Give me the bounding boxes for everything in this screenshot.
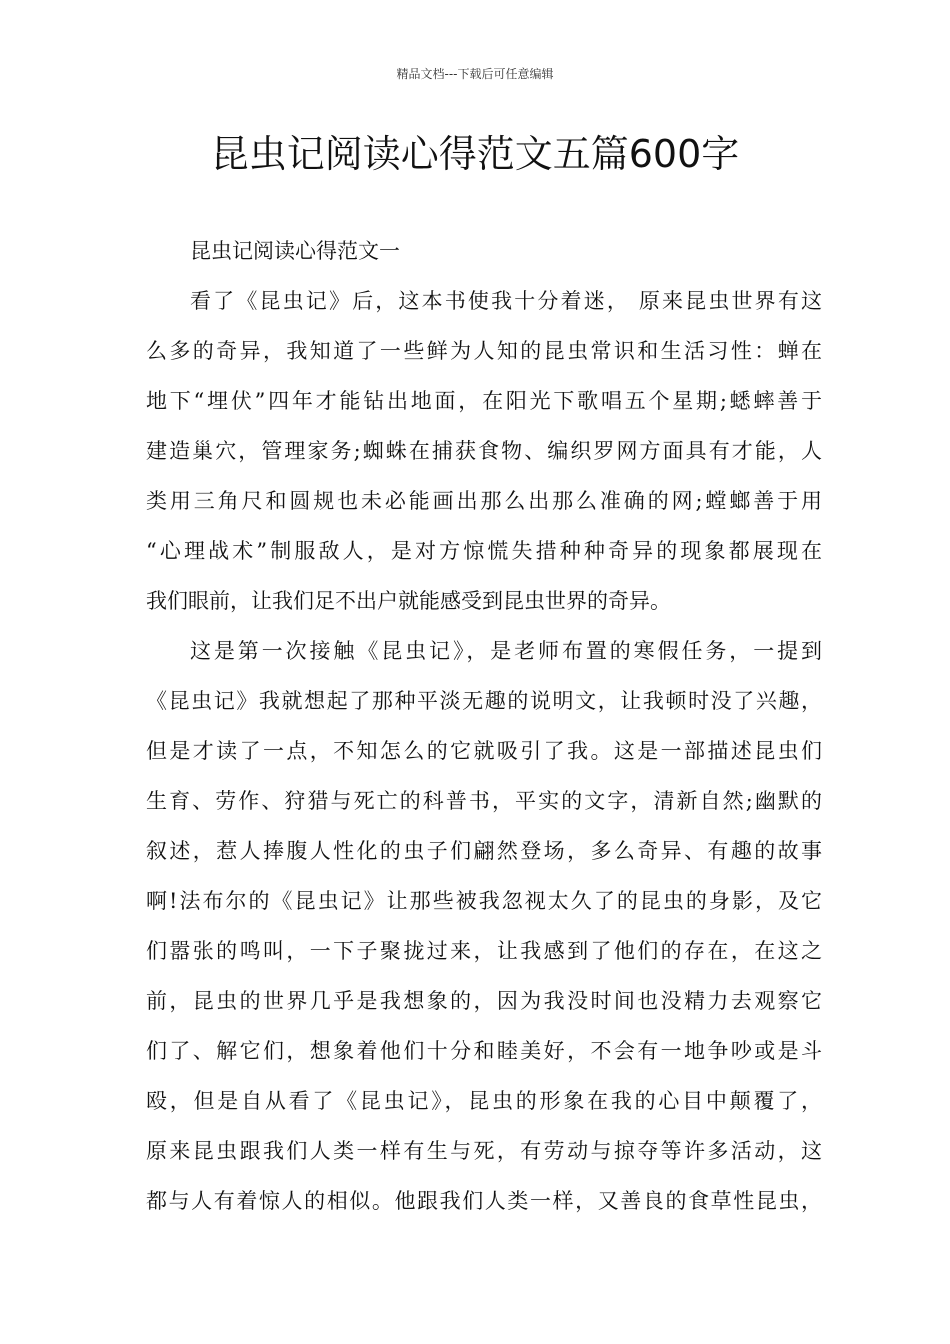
paragraph-line: 建造巢穴，管理家务;蜘蛛在捕获食物、编织罗网方面具有才能，人 — [146, 439, 822, 463]
paragraph-line: 前，昆虫的世界几乎是我想象的，因为我没时间也没精力去观察它 — [146, 989, 822, 1013]
paragraph-line: 们嚣张的鸣叫，一下子聚拢过来，让我感到了他们的存在，在这之 — [146, 939, 822, 963]
paragraph-line: 原来昆虫跟我们人类一样有生与死，有劳动与掠夺等许多活动，这 — [146, 1139, 822, 1163]
paragraph-line: 么多的奇异，我知道了一些鲜为人知的昆虫常识和生活习性：蝉在 — [146, 339, 822, 363]
paragraph-line: 《昆虫记》我就想起了那种平淡无趣的说明文，让我顿时没了兴趣， — [146, 689, 822, 713]
paragraph-line: 看了《昆虫记》后，这本书使我十分着迷， 原来昆虫世界有这 — [190, 289, 822, 313]
paragraph-line: 类用三角尺和圆规也未必能画出那么出那么准确的网;螳螂善于用 — [146, 489, 822, 513]
paragraph-line: 但是才读了一点，不知怎么的它就吸引了我。这是一部描述昆虫们 — [146, 739, 822, 763]
paragraph-line: 生育、劳作、狩猎与死亡的科普书，平实的文字，清新自然;幽默的 — [146, 789, 822, 813]
document-body — [146, 226, 822, 1226]
document-title: 昆虫记阅读心得范文五篇600字 — [210, 132, 740, 176]
section-heading: 昆虫记阅读心得范文一 — [190, 239, 400, 263]
paragraph-line: 们了、解它们，想象着他们十分和睦美好，不会有一地争吵或是斗 — [146, 1039, 822, 1063]
paragraph-line: 叙述，惹人捧腹人性化的虫子们翩然登场，多么奇异、有趣的故事 — [146, 839, 822, 863]
paragraph-line: 啊!法布尔的《昆虫记》让那些被我忽视太久了的昆虫的身影，及它 — [146, 889, 822, 913]
paragraph-line: 这是第一次接触《昆虫记》，是老师布置的寒假任务，一提到 — [190, 639, 822, 663]
paragraph-line: 地下“埋伏”四年才能钻出地面，在阳光下歌唱五个星期;蟋蟀善于 — [146, 389, 822, 413]
paragraph-line: “心理战术”制服敌人，是对方惊慌失措种种奇异的现象都展现在 — [146, 539, 822, 563]
paragraph-line: 都与人有着惊人的相似。他跟我们人类一样，又善良的食草性昆虫， — [146, 1189, 822, 1213]
header-note: 精品文档---下载后可任意编辑 — [396, 67, 554, 81]
paragraph-line: 我们眼前，让我们足不出户就能感受到昆虫世界的奇异。 — [146, 589, 671, 613]
paragraph-line: 殴，但是自从看了《昆虫记》，昆虫的形象在我的心目中颠覆了， — [146, 1089, 822, 1113]
